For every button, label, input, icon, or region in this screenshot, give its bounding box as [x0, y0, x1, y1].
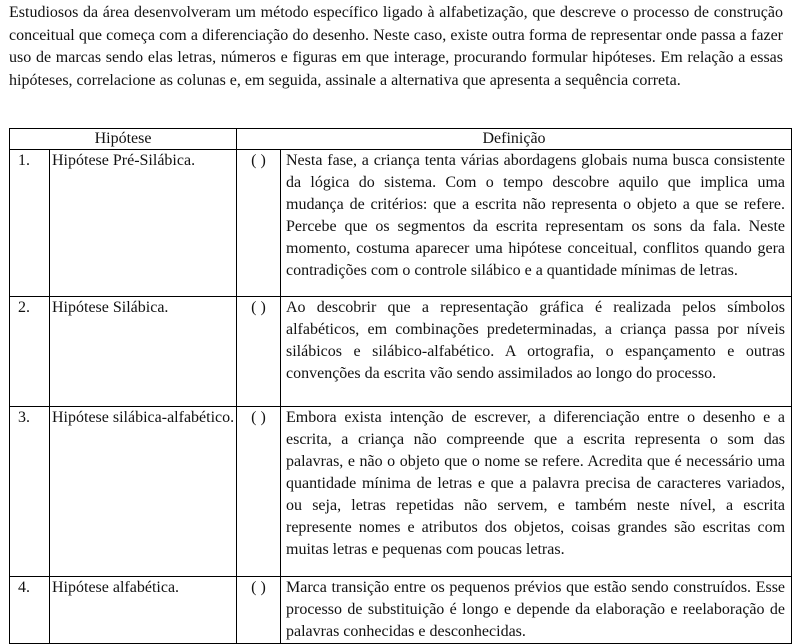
answer-blank: ( ) [237, 297, 281, 407]
table-header-row [10, 129, 792, 150]
row-number: 1. [10, 150, 50, 297]
answer-blank: ( ) [237, 150, 281, 297]
hypothesis-name: Hipótese alfabética. [50, 577, 237, 644]
answer-blank: ( ) [237, 407, 281, 577]
table-row [10, 407, 792, 577]
hypothesis-definition: Marca transição entre os pequenos prévios que estão sendo construídos. Esse processo de substituição é longo e depende da elaboração e reelaboração de palavras conhecidas e desconhecidas. [281, 577, 792, 644]
answer-blank: ( ) [237, 577, 281, 644]
hypothesis-table [9, 128, 792, 644]
table-row [10, 150, 792, 297]
header-hypothesis: Hipótese [10, 129, 237, 150]
hypothesis-name: Hipótese silábica-alfabético. [50, 407, 237, 577]
table-row [10, 577, 792, 644]
hypothesis-definition: Embora exista intenção de escrever, a diferenciação entre o desenho e a escrita, a criança não compreende que a escrita representa o som das palavras, e não o objeto que o nome se refere. Acredita que é necessário uma quantidade mínima de letras e que a palavra precisa de caracteres variados, ou seja, letras repetidas não servem, e também neste nível, a escrita represente nomes e atributos dos objetos, coisas grandes são escritas com muitas letras e pequenas com poucas letras. [281, 407, 792, 577]
table-row [10, 297, 792, 407]
header-definition: Definição [237, 129, 792, 150]
hypothesis-definition: Nesta fase, a criança tenta várias abordagens globais numa busca consistente da lógica do sistema. Com o tempo descobre aquilo que implica uma mudança de critérios: que a escrita não representa o objeto a que se refere. Percebe que os segmentos da escrita representam os sons da fala. Neste momento, costuma aparecer uma hipótese conceitual, conflitos quando gera contradições com o controle silábico e a quantidade mínimas de letras. [281, 150, 792, 297]
hypothesis-name: Hipótese Silábica. [50, 297, 237, 407]
hypothesis-name: Hipótese Pré-Silábica. [50, 150, 237, 297]
hypothesis-definition: Ao descobrir que a representação gráfica é realizada pelos símbolos alfabéticos, em combinações predeterminadas, a criança passa por níveis silábicos e silábico-alfabético. A ortografia, o espançamento e outras convenções da escrita vão sendo assimilados ao longo do processo. [281, 297, 792, 407]
row-number: 3. [10, 407, 50, 577]
row-number: 4. [10, 577, 50, 644]
question-intro: Estudiosos da área desenvolveram um método específico ligado à alfabetização, que descreve o processo de construção conceitual que começa com a diferenciação do desenho. Neste caso, existe outra forma de representar onde passa a fazer uso de marcas sendo elas letras, números e figuras em que interage, procurando formular hipóteses. Em relação a essas hipóteses, correlacione as colunas e, em seguida, assinale a alternativa que apresenta a sequência correta. [9, 4, 783, 89]
row-number: 2. [10, 297, 50, 407]
